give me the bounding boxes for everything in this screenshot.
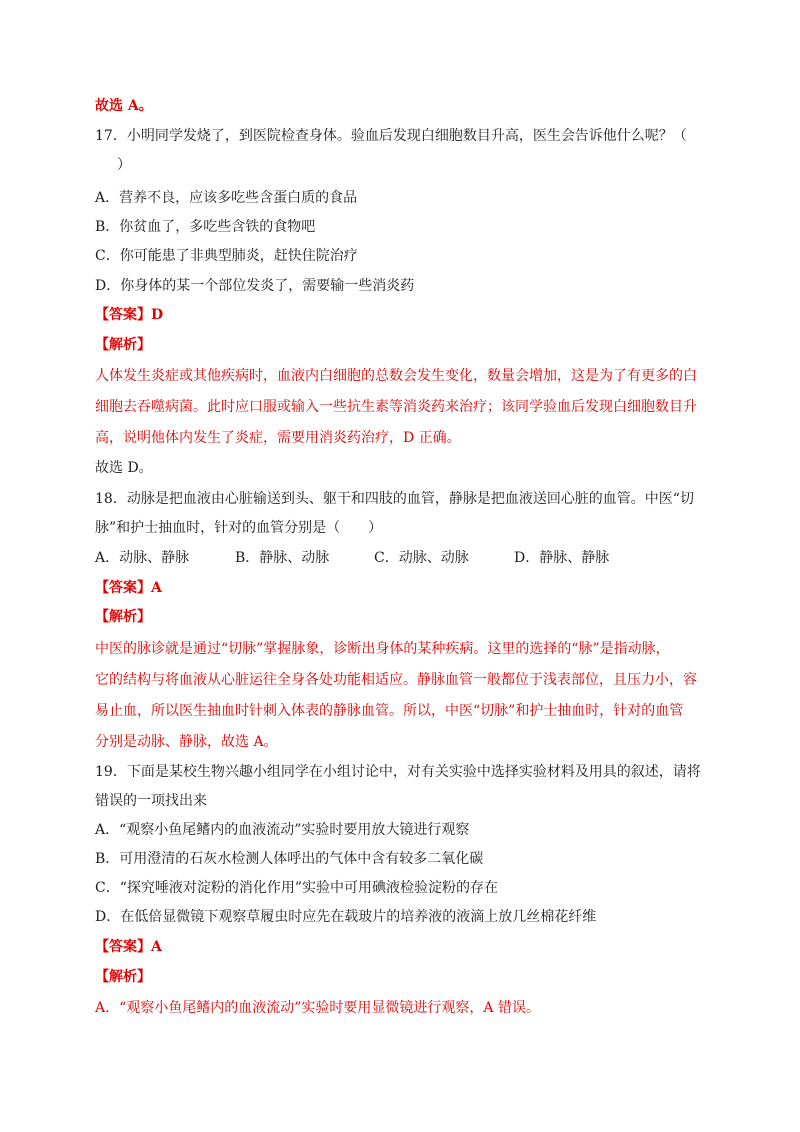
q18-stem-line-1: 18．动脉是把血液由心脏输送到头、躯干和四肢的血管，静脉是把血液送回心脏的血管。中医“切: [95, 491, 694, 507]
q18-option-d: D．静脉、静脉: [514, 550, 610, 566]
q19-analysis-label: 【解析】: [95, 969, 151, 985]
q18-analysis-line-2: 它的结构与将血液从心脏运往全身各处功能相适应。静脉血管一般都位于浅表部位，且压力小，容: [95, 672, 697, 688]
q19-option-d: D．在低倍显微镜下观察草履虫时应先在载玻片的培养液的液滴上放几丝棉花纤维: [95, 909, 597, 925]
q18-stem-line-2: 脉”和护士抽血时，针对的血管分别是（ ）: [95, 520, 383, 536]
q17-analysis-line-1: 人体发生炎症或其他疾病时，血液内白细胞的总数会发生变化，数量会增加，这是为了有更多的白: [95, 368, 697, 384]
q17-analysis-line-2: 细胞去吞噬病菌。此时应口服或输入一些抗生素等消炎药来治疗；该同学验血后发现白细胞数目升: [95, 399, 697, 415]
q18-option-b: B．静脉、动脉: [235, 550, 330, 566]
q19-stem-line-1: 19．下面是某校生物兴趣小组同学在小组讨论中，对有关实验中选择实验材料及用具的叙述，请将: [95, 764, 701, 780]
q17-option-a: A．营养不良，应该多吃些含蛋白质的食品: [95, 190, 358, 206]
q19-option-b: B．可用澄清的石灰水检测人体呼出的气体中含有较多二氧化碳: [95, 851, 484, 867]
q19-option-c: C．“探究唾液对淀粉的消化作用”实验中可用碘液检验淀粉的存在: [95, 880, 499, 896]
q19-option-a: A．“观察小鱼尾鳍内的血液流动”实验时要用放大镜进行观察: [95, 822, 470, 838]
q19-answer: 【答案】A: [95, 939, 162, 955]
q18-analysis-label: 【解析】: [95, 609, 151, 625]
q18-option-c: C．动脉、动脉: [374, 550, 469, 566]
q19-analysis-line-1: A．“观察小鱼尾鳍内的血液流动”实验时要用显微镜进行观察，A 错误。: [95, 1000, 540, 1016]
q18-analysis-line-4: 分别是动脉、静脉，故选 A。: [95, 734, 278, 750]
q17-option-c: C．你可能患了非典型肺炎，赶快住院治疗: [95, 248, 358, 264]
q17-analysis-label: 【解析】: [95, 337, 151, 353]
q17-stem-line-1: 17．小明同学发烧了，到医院检查身体。验血后发现白细胞数目升高，医生会告诉他什么呢？（: [95, 128, 687, 144]
q17-conclusion: 故选 D。: [95, 460, 153, 476]
q18-option-a: A．动脉、静脉: [95, 550, 190, 566]
q17-option-b: B．你贫血了，多吃些含铁的食物吧: [95, 219, 316, 235]
q17-analysis-line-3: 高，说明他体内发生了炎症，需要用消炎药治疗，D 正确。: [95, 430, 461, 446]
q18-analysis-line-1: 中医的脉诊就是通过“切脉”掌握脉象，诊断出身体的某种疾病。这里的选择的“脉”是指动脉，: [95, 641, 670, 657]
q18-answer: 【答案】A: [95, 580, 162, 596]
q18-analysis-line-3: 易止血，所以医生抽血时针刺入体表的静脉血管。所以，中医“切脉”和护士抽血时，针对的血管: [95, 703, 684, 719]
q17-option-d: D．你身体的某一个部位发炎了，需要输一些消炎药: [95, 278, 415, 294]
q17-answer: 【答案】D: [95, 307, 164, 323]
prev-conclusion: 故选 A。: [95, 98, 153, 114]
q17-stem-line-2: ）: [117, 157, 131, 173]
q19-stem-line-2: 错误的一项找出来: [95, 793, 207, 809]
